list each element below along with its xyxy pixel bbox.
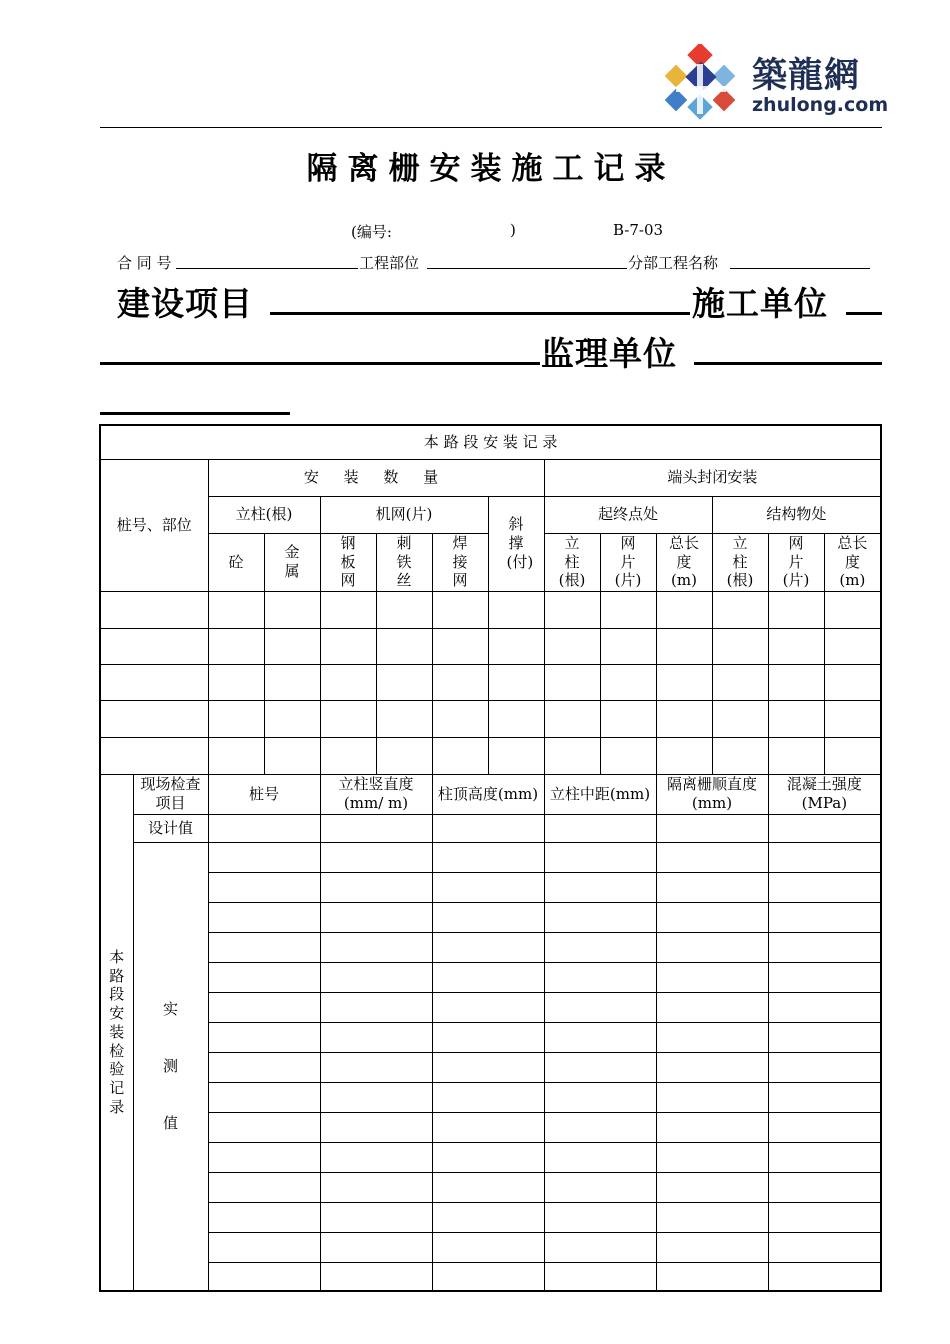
measured-char-2: 测 xyxy=(162,1056,178,1075)
concrete-strength-header: 混凝土强度(MPa) xyxy=(768,774,881,814)
subproject-label: 分部工程名称 xyxy=(628,254,719,272)
se-post-col: 立柱(根) xyxy=(544,533,600,591)
st-post-col: 立柱(根) xyxy=(712,533,768,591)
end-seal-header: 端头封闭安装 xyxy=(544,459,881,496)
logo-emblem-icon xyxy=(664,44,744,126)
welded-col: 焊接网 xyxy=(432,533,488,591)
pile-no-header: 桩号 xyxy=(208,774,320,814)
table-row xyxy=(100,1202,881,1232)
project-label: 建设项目 xyxy=(117,284,253,323)
structure-header: 结构物处 xyxy=(712,496,881,533)
table-row xyxy=(100,1172,881,1202)
header-rule xyxy=(100,127,882,128)
inspection-side-label: 本路段安装检验记录 xyxy=(100,774,133,1291)
table-row xyxy=(100,902,881,932)
supervisor-blank-1[interactable] xyxy=(694,362,882,365)
design-value-label: 设计值 xyxy=(133,814,208,842)
install-record-table xyxy=(99,424,882,1292)
supervisor-label: 监理单位 xyxy=(541,334,677,373)
concrete-col: 砼 xyxy=(208,533,264,591)
contract-label: 合 同 号 xyxy=(117,254,172,272)
table-row xyxy=(100,1142,881,1172)
barbed-col: 刺铁丝 xyxy=(376,533,432,591)
measured-char-1: 实 xyxy=(162,1000,178,1019)
table-row xyxy=(100,1052,881,1082)
steel-mesh-col: 钢板网 xyxy=(320,533,376,591)
spacing-header: 立柱中距(mm) xyxy=(544,774,656,814)
top-height-header: 柱顶高度(mm) xyxy=(432,774,544,814)
st-len-col: 总长度(m) xyxy=(824,533,881,591)
table-row xyxy=(100,591,881,628)
table-row xyxy=(100,1112,881,1142)
measured-char-3: 值 xyxy=(162,1113,178,1132)
logo-text-cn: 築龍網 xyxy=(752,55,861,96)
table-row xyxy=(100,628,881,664)
zhulong-logo xyxy=(664,44,889,126)
table-row xyxy=(100,737,881,774)
page-title: 隔离栅安装施工记录 xyxy=(306,151,676,187)
logo-text-en: zhulong.com xyxy=(752,94,889,116)
measured-value-label xyxy=(133,842,208,1291)
project-blank[interactable] xyxy=(270,312,690,315)
table-row xyxy=(100,932,881,962)
table-row xyxy=(100,700,881,737)
contractor-blank-1[interactable] xyxy=(846,312,882,315)
st-mesh-col: 网片(片) xyxy=(768,533,824,591)
contractor-label: 施工单位 xyxy=(692,284,828,323)
code-close: ) xyxy=(510,221,516,239)
table-caption: 本 路 段 安 装 记 录 xyxy=(100,425,881,459)
table-row xyxy=(100,992,881,1022)
table-row xyxy=(100,1262,881,1291)
se-mesh-col: 网片(片) xyxy=(600,533,656,591)
table-row xyxy=(100,1082,881,1112)
install-qty-header: 安 装 数 量 xyxy=(208,459,544,496)
table-row xyxy=(100,872,881,902)
check-item-header: 现场检查项目 xyxy=(133,774,208,814)
form-number: B-7-03 xyxy=(613,221,664,239)
se-len-col: 总长度(m) xyxy=(656,533,712,591)
table-row xyxy=(100,1022,881,1052)
mesh-header: 机网(片) xyxy=(320,496,488,533)
supervisor-blank-2[interactable] xyxy=(100,412,290,415)
straightness-header: 隔离栅顺直度(mm) xyxy=(656,774,768,814)
table-row xyxy=(100,664,881,700)
part-blank[interactable] xyxy=(427,268,627,269)
start-end-header: 起终点处 xyxy=(544,496,712,533)
table-row xyxy=(100,962,881,992)
metal-col: 金属 xyxy=(264,533,320,591)
contractor-blank-2[interactable] xyxy=(100,362,540,365)
code-open: (编号: xyxy=(351,223,392,241)
post-header: 立柱(根) xyxy=(208,496,320,533)
pile-part-header: 桩号、部位 xyxy=(100,459,208,591)
contract-blank[interactable] xyxy=(176,268,358,269)
part-label: 工程部位 xyxy=(359,254,420,272)
verticality-header: 立柱竖直度(mm/ m) xyxy=(320,774,432,814)
subproject-blank[interactable] xyxy=(730,268,870,269)
table-row xyxy=(100,1232,881,1262)
brace-header: 斜撑(付) xyxy=(488,496,544,591)
